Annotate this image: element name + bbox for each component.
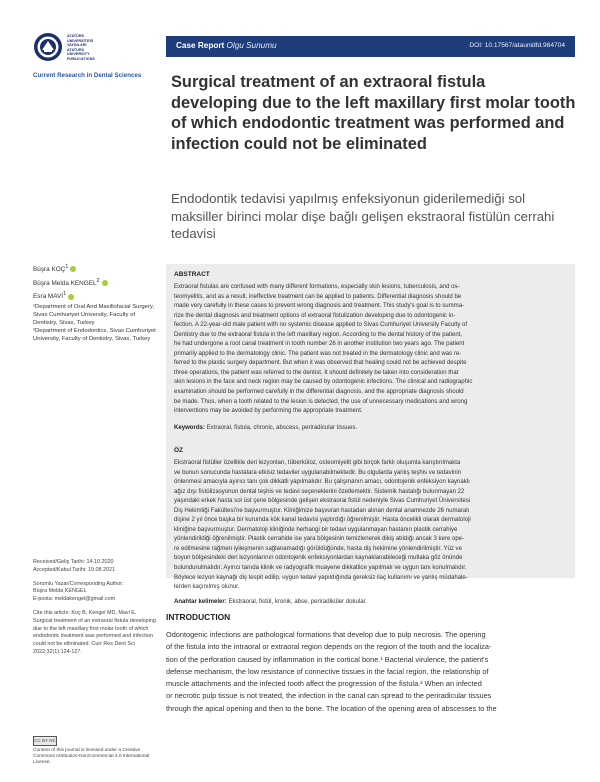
text-line: or necrotic pulp tissue is not treated, the infection in the canal can spread to the periradicular tissues xyxy=(166,691,492,701)
corresponding-label: Sorumlu Yazar/Corresponding Author: xyxy=(33,580,124,587)
affiliation: ¹Department of Oral And Maxillofacial Surgery, Sivas Cumhuriyet University, Faculty of Dentistry, Sivas, Turkey xyxy=(33,304,155,327)
article-type xyxy=(176,41,277,50)
text-line: primarily applied to the dermatology clinic. The patient was not treated in the dermatology clinic and was re- xyxy=(174,350,462,357)
text-line: Ekstraoral fistüller özellikle deri lezyonları, tüberküloz, osteomiyelit gibi birçok farklı oluşumla karıştırılmakta xyxy=(174,460,461,466)
text-line: he had undergone a root canal treatment in tooth number 26 in another institution two years ago. The patient xyxy=(174,341,465,348)
article-header-bar xyxy=(166,36,575,57)
text-line: skin lesions in the face and neck region may be caused by odontogenic infections. The clinical and radiographic xyxy=(174,379,473,386)
oz-keywords xyxy=(174,598,567,608)
license xyxy=(33,736,157,766)
text-line: rize the dental diagnosis and treatment options of extraoral fistulization developing due to odontogenic in- xyxy=(174,312,456,319)
orcid-icon[interactable] xyxy=(102,280,108,286)
text-line: tion of the perforation caused by inflammation in the cortical bone.¹ Bacterial virulence, the patient's xyxy=(166,654,489,664)
university-seal-icon xyxy=(33,32,63,62)
title-turkish: Endodontik tedavisi yapılmış enfeksiyonun giderilemediği sol maksiller birinci molar dişe bağlı gelişen ekstraoral fistülün cerrahi tedavisi xyxy=(171,191,555,241)
article-type-en: Case Report xyxy=(176,41,225,50)
citation: Cite this article: Koç B, Kengel MD, Mavi E. Surgical treatment of an extraoral fistula developing due to the left maxillary first molar tooth of which endodontic treatment was performed and infection could not be eliminated. Curr Res Dent Sci 2022;32(1):124-127. xyxy=(33,609,156,655)
text-line: defense mechanism, the low resistance of connective tissues in the facial region, the relationship of xyxy=(166,666,489,676)
logo-line: ATATURK xyxy=(67,47,85,52)
affiliations xyxy=(33,303,157,343)
text-line: through the apical opening and then to the bone. The location of the opening area of abscesses to the xyxy=(166,703,497,713)
publisher-logo xyxy=(33,30,129,70)
doi-link[interactable]: DOI: 10.17567/ataunidfd.984704 xyxy=(469,42,565,49)
author-affil-sup: 1 xyxy=(63,291,67,298)
abstract-box xyxy=(166,264,575,605)
text-line: of the fistula into the intraoral or extraoral region depends on the region of the tooth and the localiza- xyxy=(166,642,492,652)
text-line: muscle attachments and the infected tooth affect the progression of the fistula.² When an infected xyxy=(166,679,482,689)
logo-line: UNIVERSITY xyxy=(67,52,90,57)
author-name: Büşra KOÇ xyxy=(33,266,66,274)
author xyxy=(33,262,158,276)
title-english: Surgical treatment of an extraoral fistula developing due to the left maxillary first molar tooth of which endodontic treatment was performed and infection could not be eliminated xyxy=(171,73,576,153)
oz-heading: ÖZ xyxy=(174,447,184,454)
text-line: be made. Thus, when a tooth related to the lesion is detected, the use of unnecessary medications and wrong xyxy=(174,398,468,405)
text-line: examination should be performed carefully in the differential diagnosis, and the appropriate diagnosis should xyxy=(174,389,464,396)
text-line: teomyelitis, and as a result, ineffective treatment can be applied to patients. Differential diagnosis should be xyxy=(174,293,462,300)
text-line: interventions may be avoided by performing the appropriate treatment. xyxy=(174,408,363,415)
article-meta xyxy=(33,559,157,663)
corresponding-name: Büşra Melda KENGEL xyxy=(33,588,87,595)
logo-line: ÜNİVERSİTESİ xyxy=(67,38,94,43)
oz-text xyxy=(174,459,567,593)
orcid-icon[interactable] xyxy=(68,294,74,300)
text-line: three operations, the patient was referred to the dentist. It should definitely be taken into consideration that xyxy=(174,369,459,376)
text-line: yaşındaki erkek hasta sol üst çene bölgesinde gelişen ekstraoral fistül nedeniyle Sivas Cumhuriyet Üniversitesi xyxy=(174,498,471,505)
keywords-label: Anahtar kelimeler: xyxy=(174,599,227,605)
text-line: lerden kaçınılmış olunur. xyxy=(174,584,240,591)
text-line: ve bunun sonucunda hastalara etkisiz tedaviler uygulanabilmektedir. Bu olgularda yanlış teşhis ve tedavinin xyxy=(174,469,462,476)
text-line: önlenmesi amacıyla ayırıcı tanı çok dikkatli yapılmalıdır. Bu çalışmanın amacı, odontojenik enfeksiyon kaynaklı xyxy=(174,479,470,486)
author-affil-sup: 1 xyxy=(65,264,69,270)
text-line: Diş Hekimliği Fakültesi'ne başvurmuştur. Kliniğimize başvuran hastadan alınan dental anamnezde 26 numaralı xyxy=(174,507,470,514)
affiliation: ²Department of Endodontics, Sivas Cumhuriyet University, Faculty of Dentistry, Sivas, Turkey xyxy=(33,328,156,343)
cc-license-badge[interactable]: CC BY NC xyxy=(33,736,57,746)
author xyxy=(33,276,158,290)
author-list xyxy=(33,262,158,303)
keywords: Ekstraoral, fistül, kronik, abse, periradiküler dokular. xyxy=(228,599,367,605)
text-line: Böylece lezyon kaynağı diş tespit edilip, uygun tedavi yapıldığında gereksiz ilaç kullanımı ve yanlış müdahale- xyxy=(174,574,468,581)
corresponding-email[interactable]: E-posta: meldakengel@gmail.com xyxy=(33,596,116,603)
author-name: Büşra Melda KENGEL xyxy=(33,279,97,287)
text-line: made very carefully in these cases to prevent wrong diagnosis and treatment. This study's goal is to summa- xyxy=(174,303,465,310)
author xyxy=(33,289,158,303)
orcid-icon[interactable] xyxy=(70,266,76,272)
dates xyxy=(33,559,157,575)
publisher-logo-text xyxy=(67,34,95,62)
text-line: boyun bölgesindeki deri lezyonlarının odontojenik enfeksiyonlardan kaynaklanabileceği mutlaka göz önünde xyxy=(174,555,463,562)
received-date: Received/Geliş Tarihi: 14.10.2020 xyxy=(33,559,114,565)
logo-line: PUBLICATIONS xyxy=(67,56,95,61)
text-line: yönlendirildiği öğrenilmiştir. Plastik cerrahide ise yara bölgesinin temizlenerek dikiş atıldığı ancak 3 kere ope- xyxy=(174,536,465,543)
accepted-date: Accepted/Kabul Tarihi: 19.08.2021 xyxy=(33,566,116,573)
logo-line: YAYINLARI xyxy=(67,43,87,48)
author-affil-sup: 2 xyxy=(96,277,100,284)
journal-name: Current Research in Dental Sciences xyxy=(33,72,142,79)
text-line: Odontogenic infections are pathological formations that develop due to pulp necrosis. The opening xyxy=(166,630,486,639)
text-line: bulundurulmalıdır. Ayırıcı tanıda klinik ve radyografik muayene dikkatlice yapılmalı ve uygun tanı konulmalıdır. xyxy=(174,565,467,572)
abstract-text xyxy=(174,283,567,417)
introduction-text xyxy=(166,629,575,715)
keywords-label: Keywords: xyxy=(174,425,205,431)
text-line: Dentistry due to the extraoral fistula in the left maxillary region. According to the dental history of the patient, xyxy=(174,331,463,338)
text-line: Extraoral fistulas are confused with many different formations, especially skin lesions, tuberculosis, and os- xyxy=(174,284,460,290)
text-line: fection. A 22-year-old male patient with no systemic disease applied to Sivas Cumhuriyet University Faculty of xyxy=(174,322,468,329)
abstract-keywords xyxy=(174,424,567,434)
text-line: ağız dışı fistülizasyonun dental teşhis ve tedavi seçeneklerini özetlemektir. Sistemik hastalığı bulunmayan 22 xyxy=(174,488,465,495)
article-type-tr: Olgu Sunumu xyxy=(226,41,277,50)
keywords: Extraoral, fistula, chronic, abscess, periradicular tissues. xyxy=(206,425,358,431)
logo-line: ATATÜRK xyxy=(67,34,85,38)
text-line: re edilmesine rağmen iyileşmenin sağlanamadığı görüldüğünde, hasta diş hekimine yönlendirilmiştir. Yüz ve xyxy=(174,545,462,552)
license-text: Content of this journal is licensed under a Creative Commons Attribution-NonCommercial 4.0 International License. xyxy=(33,748,150,766)
abstract-heading: ABSTRACT xyxy=(174,271,210,278)
text-line: ferred to the plastic surgery department. But when it was observed that healing could not be achieved despite xyxy=(174,360,467,367)
text-line: dişine 2 yıl önce başka bir kurumda kök kanal tedavisi yaptırdığı öğrenilmiştir. Hasta öncelikli olarak dermatoloji xyxy=(174,517,471,524)
corresponding-author xyxy=(33,581,157,604)
text-line: kliniğine başvurmuştur. Dermatoloji kliniğinde herhangi bir tedavi uygulanmayan hastanın plastik cerrahiye xyxy=(174,526,458,533)
introduction-heading: INTRODUCTION xyxy=(166,612,231,622)
author-name: Esra MAVİ xyxy=(33,293,64,301)
